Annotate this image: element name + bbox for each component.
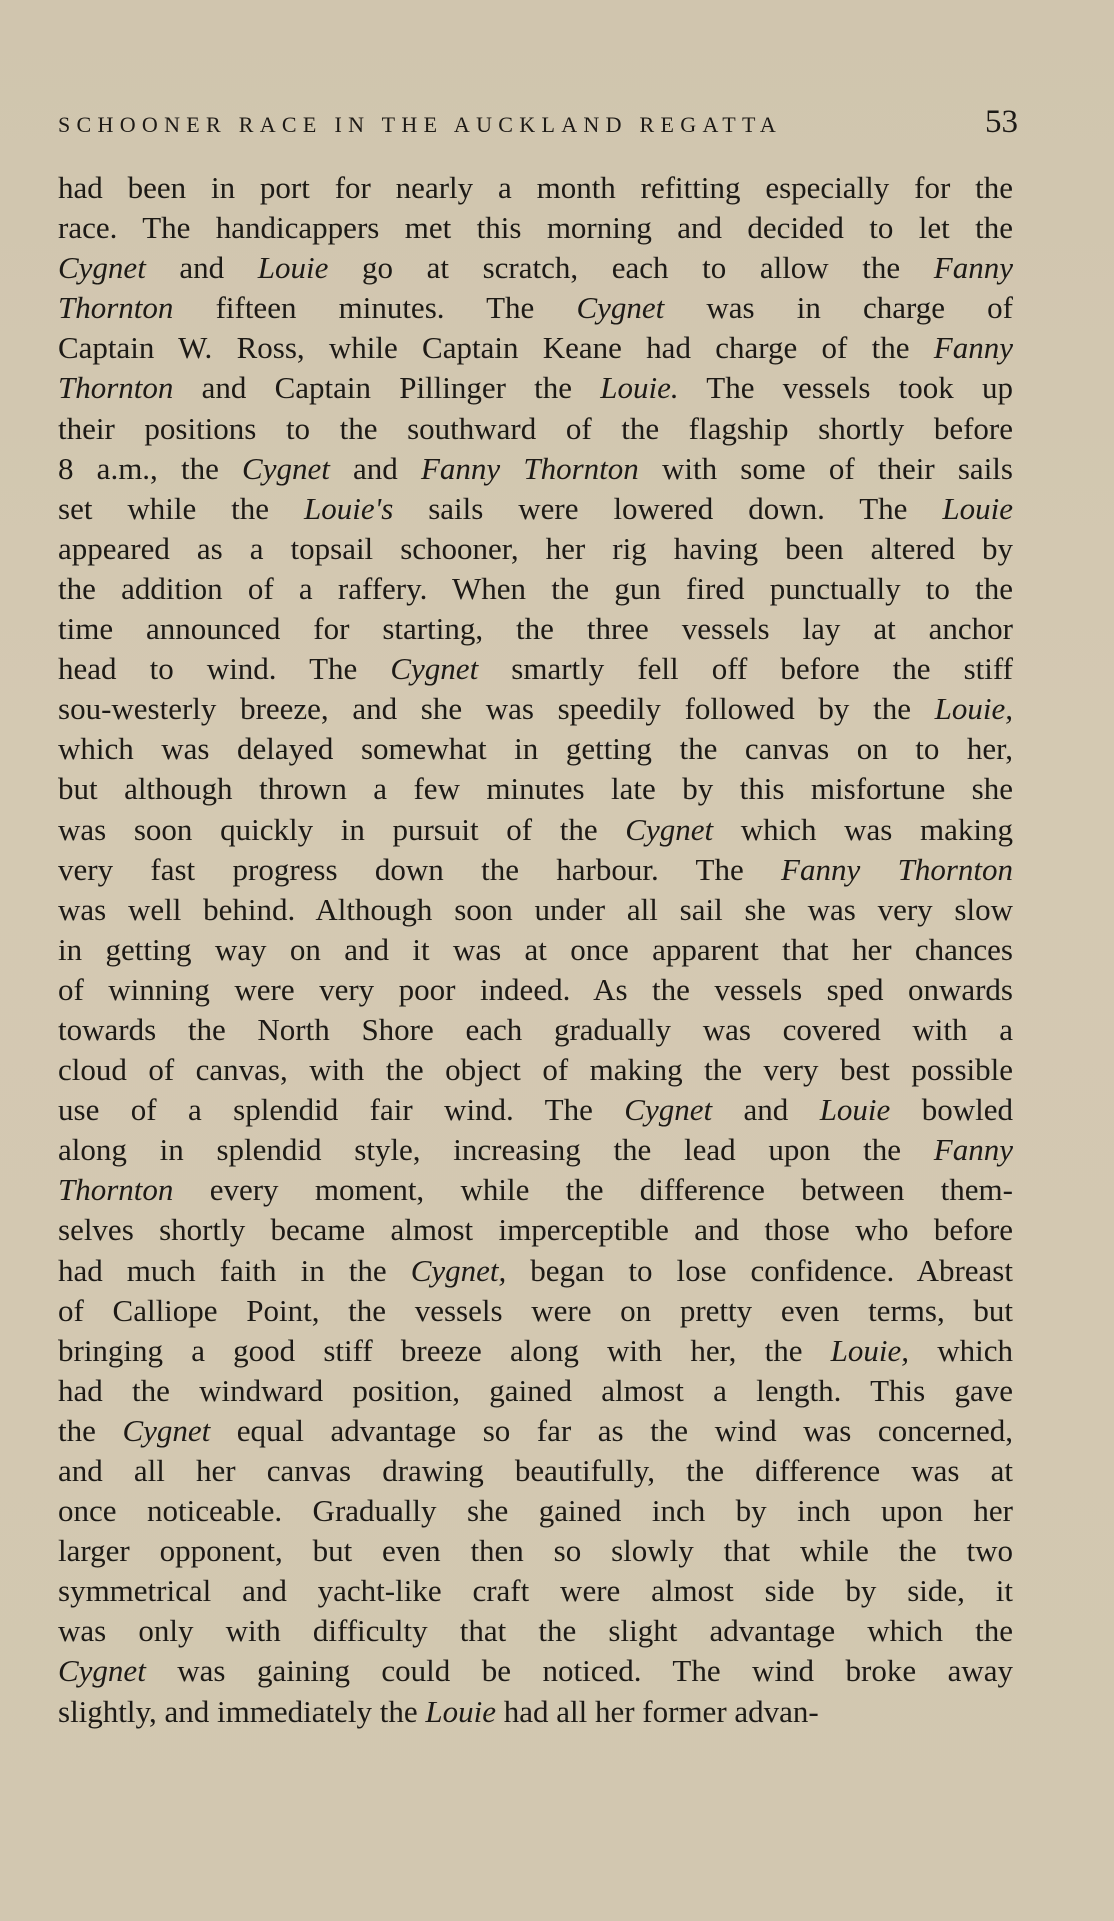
text-line bbox=[58, 1010, 1013, 1050]
text-line bbox=[58, 729, 1013, 769]
text-run: cloud of canvas, with the object of making the very best possible bbox=[58, 1052, 1013, 1088]
text-line bbox=[58, 248, 1013, 288]
text-run: which was delayed somewhat in getting the canvas on to her, bbox=[58, 731, 1013, 767]
text-line bbox=[58, 409, 1013, 449]
text-line bbox=[58, 1571, 1013, 1611]
italic-text: Thornton bbox=[58, 1172, 174, 1208]
text-line bbox=[58, 850, 1013, 890]
text-run: was in charge of bbox=[664, 290, 1014, 326]
text-run: time announced for starting, the three vessels lay at anchor bbox=[58, 611, 1013, 647]
body-text bbox=[58, 168, 1013, 1732]
text-line bbox=[58, 288, 1013, 328]
text-run: which bbox=[909, 1332, 1013, 1368]
text-run: once noticeable. Gradually she gained inch by inch upon her bbox=[58, 1493, 1013, 1529]
text-line bbox=[58, 1331, 1013, 1371]
text-run: use of a splendid fair wind. The bbox=[58, 1092, 625, 1128]
text-line bbox=[58, 569, 1013, 609]
text-line bbox=[58, 930, 1013, 970]
text-run: of winning were very poor indeed. As the vessels sped onwards bbox=[58, 971, 1013, 1007]
text-line bbox=[58, 328, 1013, 368]
italic-text: Cygnet bbox=[58, 250, 146, 286]
text-run: selves shortly became almost imperceptible and those who before bbox=[58, 1212, 1013, 1248]
text-run: go at scratch, each to allow the bbox=[328, 250, 934, 286]
text-run: appeared as a topsail schooner, her rig having been altered by bbox=[58, 530, 1013, 566]
italic-text: Cygnet bbox=[122, 1412, 211, 1448]
text-run: 8 a.m., the bbox=[58, 450, 243, 486]
text-line bbox=[58, 689, 1013, 729]
text-line bbox=[58, 1451, 1013, 1491]
italic-text: Louie bbox=[425, 1693, 496, 1729]
text-line bbox=[58, 1611, 1013, 1651]
text-line bbox=[58, 1291, 1013, 1331]
italic-text: Fanny Thornton bbox=[781, 851, 1013, 887]
text-line bbox=[58, 208, 1013, 248]
text-line bbox=[58, 890, 1013, 930]
text-line bbox=[58, 609, 1013, 649]
text-run: symmetrical and yacht-like craft were almost side by side, it bbox=[58, 1573, 1013, 1609]
text-line bbox=[58, 1130, 1013, 1170]
text-run: every moment, while the difference between them- bbox=[173, 1172, 1013, 1208]
text-run: had much faith in the bbox=[58, 1252, 411, 1288]
text-line bbox=[58, 168, 1013, 208]
text-run: fifteen minutes. The bbox=[173, 290, 577, 326]
italic-text: Cygnet, bbox=[410, 1252, 507, 1288]
text-line bbox=[58, 1651, 1013, 1691]
text-run: the bbox=[58, 1412, 123, 1448]
text-line bbox=[58, 1491, 1013, 1531]
text-line bbox=[58, 1371, 1013, 1411]
italic-text: Fanny bbox=[933, 330, 1013, 366]
text-line bbox=[58, 449, 1013, 489]
text-run: had the windward position, gained almost a length. This gave bbox=[58, 1372, 1013, 1408]
text-run: with some of their sails bbox=[638, 450, 1013, 486]
text-line bbox=[58, 1411, 1013, 1451]
text-run: and all her canvas drawing beautifully, the difference was at bbox=[58, 1453, 1013, 1488]
text-line bbox=[58, 1251, 1013, 1291]
text-line bbox=[58, 810, 1013, 850]
italic-text: Thornton bbox=[58, 370, 174, 406]
text-run: began to lose confidence. Abreast bbox=[506, 1252, 1013, 1288]
text-run: and Captain Pillinger the bbox=[173, 370, 601, 406]
text-run: sou-westerly breeze, and she was speedily followed by the bbox=[58, 691, 935, 727]
text-run: in getting way on and it was at once apparent that her chances bbox=[58, 931, 1013, 967]
text-run: sails were lowered down. The bbox=[393, 490, 943, 526]
text-run: and bbox=[145, 250, 258, 286]
italic-text: Fanny Thornton bbox=[420, 450, 639, 486]
text-line bbox=[58, 1170, 1013, 1210]
text-line bbox=[58, 769, 1013, 809]
text-run: had all her former advan- bbox=[495, 1693, 819, 1729]
text-line bbox=[58, 649, 1013, 689]
italic-text: Cygnet bbox=[58, 1653, 146, 1689]
text-run: but although thrown a few minutes late by this misfortune she bbox=[58, 771, 1013, 807]
running-head bbox=[58, 104, 1018, 144]
italic-text: Louie, bbox=[830, 1332, 910, 1368]
text-line bbox=[58, 1090, 1013, 1130]
page-number: 53 bbox=[985, 104, 1018, 140]
text-run: smartly fell off before the stiff bbox=[478, 651, 1013, 687]
text-run: and bbox=[329, 450, 421, 486]
text-run: bringing a good stiff breeze along with her, the bbox=[58, 1332, 831, 1368]
text-run: slightly, and immediately the bbox=[58, 1693, 426, 1729]
text-run: The vessels took up bbox=[678, 370, 1013, 406]
text-run: of Calliope Point, the vessels were on pretty even terms, but bbox=[58, 1292, 1013, 1328]
italic-text: Louie. bbox=[600, 370, 679, 406]
text-line bbox=[58, 368, 1013, 408]
text-run: was gaining could be noticed. The wind broke away bbox=[145, 1653, 1013, 1689]
text-line bbox=[58, 1692, 1013, 1732]
text-run: race. The handicappers met this morning and decided to let the bbox=[58, 210, 1013, 246]
text-run: their positions to the southward of the flagship shortly before bbox=[58, 410, 1013, 446]
text-run: very fast progress down the harbour. The bbox=[58, 851, 782, 887]
text-run: equal advantage so far as the wind was concerned, bbox=[210, 1412, 1013, 1448]
text-run: towards the North Shore each gradually was covered with a bbox=[58, 1011, 1013, 1047]
text-line bbox=[58, 1210, 1013, 1250]
text-run: bowled bbox=[890, 1092, 1013, 1128]
text-run: which was making bbox=[713, 811, 1013, 847]
italic-text: Louie bbox=[819, 1092, 891, 1128]
italic-text: Thornton bbox=[58, 290, 174, 326]
text-line bbox=[58, 1531, 1013, 1571]
italic-text: Fanny bbox=[933, 1132, 1013, 1168]
italic-text: Cygnet bbox=[625, 811, 714, 847]
italic-text: Cygnet bbox=[242, 450, 330, 486]
italic-text: Louie's bbox=[303, 490, 394, 526]
text-run: along in splendid style, increasing the lead upon the bbox=[58, 1132, 934, 1168]
text-run: larger opponent, but even then so slowly that while the two bbox=[58, 1533, 1013, 1569]
text-run: head to wind. The bbox=[58, 651, 391, 687]
text-run: the addition of a raffery. When the gun fired punctually to the bbox=[58, 570, 1013, 606]
italic-text: Louie bbox=[257, 250, 329, 286]
italic-text: Cygnet bbox=[576, 290, 665, 326]
text-run: was soon quickly in pursuit of the bbox=[58, 811, 626, 847]
text-run: was only with difficulty that the slight advantage which the bbox=[58, 1613, 1013, 1649]
text-line bbox=[58, 529, 1013, 569]
italic-text: Cygnet bbox=[624, 1092, 713, 1128]
text-run: Captain W. Ross, while Captain Keane had charge of the bbox=[58, 330, 934, 366]
text-run: was well behind. Although soon under all sail she was very slow bbox=[58, 891, 1013, 927]
text-run: had been in port for nearly a month refitting especially for the bbox=[58, 170, 1013, 205]
italic-text: Fanny bbox=[933, 250, 1013, 286]
italic-text: Cygnet bbox=[390, 651, 479, 687]
italic-text: Louie, bbox=[934, 691, 1013, 727]
text-line bbox=[58, 970, 1013, 1010]
text-run: set while the bbox=[58, 490, 304, 526]
running-head-title: SCHOONER RACE IN THE AUCKLAND REGATTA bbox=[58, 112, 783, 137]
text-line bbox=[58, 1050, 1013, 1090]
italic-text: Louie bbox=[942, 490, 1013, 526]
text-run: and bbox=[712, 1092, 820, 1128]
text-line bbox=[58, 489, 1013, 529]
